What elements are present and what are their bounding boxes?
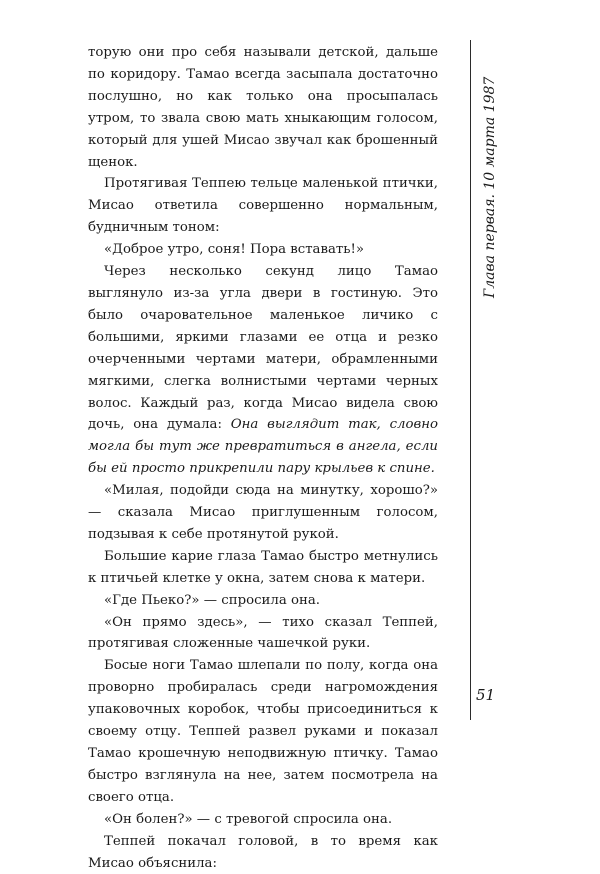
paragraph: Протягивая Теппею тельце маленькой птички, Мисао ответила совершенно нормальным, будничным тоном: bbox=[88, 176, 438, 236]
running-head: Глава первая. 10 марта 1987 bbox=[482, 76, 498, 298]
paragraph-italic-thought: Она выглядит так, словно могла бы тут же превратиться в ангела, если бы ей просто прикрепили пару крыльев к спине. bbox=[88, 417, 438, 477]
paragraph: Босые ноги Тамао шлепали по полу, когда она проворно пробиралась среди нагромождения упаковочных коробок, чтобы присоединиться к своему отцу. Теппей развел руками и показал Тамао крошечную неподвижную птичку. Тамао быстро взглянула на нее, затем посмотрела на своего отца. bbox=[88, 658, 438, 805]
paragraph bbox=[88, 261, 438, 480]
paragraph: Большие карие глаза Тамао быстро метнулись к птичьей клетке у окна, затем снова к матери. bbox=[88, 548, 438, 586]
page-body-text bbox=[88, 42, 438, 874]
paragraph-continuation: торую они про себя называли детской, дальше по коридору. Тамао всегда засыпала достаточно послушно, но как только она просыпалась утром, то звала свою мать хныкающим голосом, который для ушей Мисао звучал как брошенный щенок. bbox=[88, 45, 438, 170]
paragraph-dialogue: «Он болен?» — с тревогой спросила она. bbox=[104, 811, 393, 827]
paragraph-dialogue: «Доброе утро, соня! Пора вставать!» bbox=[104, 242, 364, 258]
paragraph-dialogue: «Где Пьеко?» — спросила она. bbox=[104, 592, 321, 608]
vertical-divider bbox=[470, 40, 471, 720]
paragraph-dialogue: «Милая, подойди сюда на минутку, хорошо?» — сказала Мисао приглушенным голосом, подзывая к себе протянутой рукой. bbox=[88, 483, 438, 542]
paragraph: Теппей покачал головой, в то время как Мисао объяснила: bbox=[88, 833, 438, 871]
page-number: 51 bbox=[476, 686, 496, 704]
paragraph-dialogue: «Он прямо здесь», — тихо сказал Теппей, протягивая сложенные чашечкой руки. bbox=[88, 614, 438, 652]
paragraph-text: Через несколько секунд лицо Тамао выглянуло из-за угла двери в гостиную. Это было очаровательное маленькое личико с большими, яркими глазами ее отца и резко очерченными чертами матери, обрамленными мягкими, слегка волнистыми чертами черных волос. Каждый раз, когда Мисао видела свою дочь, она думала: bbox=[88, 264, 438, 433]
